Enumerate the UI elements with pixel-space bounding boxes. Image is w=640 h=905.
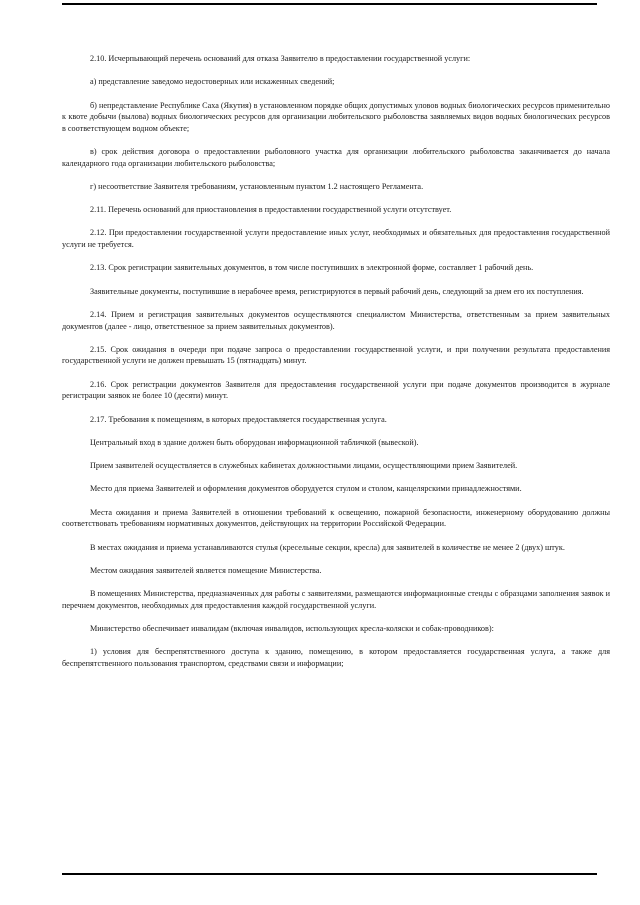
paragraph-2-13-note: Заявительные документы, поступившие в нерабочее время, регистрируются в первый рабочий день, следующий за днем его их поступления. [90, 286, 584, 296]
paragraph-2-11: 2.11. Перечень оснований для приостановления в предоставлении государственной услуги отсутствует. [90, 205, 452, 215]
paragraph-2-14: 2.14. Прием и регистрация заявительных документов осуществляются специалистом Министерства, ответственным за прием заявительных документов (далее - лицо, ответственное за прием заявительных документов). [62, 309, 610, 331]
top-rule [62, 3, 597, 5]
paragraph-2-16: 2.16. Срок регистрации документов Заявителя для предоставления государственной услуги при подаче документов производится в журнале регистрации заявок не более 10 (десяти) минут. [62, 379, 610, 401]
paragraph-requirements: Места ожидания и приема Заявителей в отношении требований к освещению, пожарной безопасности, инженерному оборудованию должны соответствовать требованиям нормативных документов, действующих на территории Российской Федерации. [62, 507, 610, 529]
paragraph-reception: Прием заявителей осуществляется в служебных кабинетах должностными лицами, осуществляющими прием Заявителей. [90, 461, 518, 471]
paragraph-2-17: 2.17. Требования к помещениям, в которых предоставляется государственная услуга. [90, 414, 387, 424]
paragraph-entrance: Центральный вход в здание должен быть оборудован информационной табличкой (вывеской). [90, 437, 419, 447]
paragraph-2-12: 2.12. При предоставлении государственной услуги предоставление иных услуг, необходимых и обязательных для предоставления государственной услуги не требуется. [62, 228, 610, 250]
paragraph-2-10-d: г) несоответствие Заявителя требованиям, установленным пунктом 1.2 настоящего Регламента. [90, 181, 424, 191]
bottom-rule [62, 873, 597, 875]
paragraph-workplace: Место для приема Заявителей и оформления документов оборудуется стулом и столом, канцелярскими принадлежностями. [90, 484, 522, 494]
paragraph-2-10: 2.10. Исчерпывающий перечень оснований для отказа Заявителю в предоставлении государственной услуги: [90, 54, 471, 63]
paragraph-2-10-c: в) срок действия договора о предоставлении рыболовного участка для организации любительского рыболовства заканчивается до начала календарного года организации любительского рыболовства; [62, 147, 610, 168]
paragraph-info-stands: В помещениях Министерства, предназначенных для работы с заявителями, размещаются информационные стенды с образцами заполнения заявок и перечнем документов, необходимых для предоставления каждой государственной услуги. [62, 589, 610, 610]
paragraph-accessibility-1: 1) условия для беспрепятственного доступа к зданию, помещению, в котором предоставляется государственная услуга, а также для беспрепятственного пользования транспортом, средствами связи и информации; [62, 647, 610, 668]
paragraph-waiting-place: Местом ожидания заявителей является помещение Министерства. [90, 565, 322, 575]
paragraph-2-10-b: б) непредставление Республике Саха (Якутия) в установленном порядке общих допустимых уловов водных биологических ресурсов применительно к квоте добычи (вылова) водных биологических ресурсов для организации любительского рыболовства заявляемых видов водных биологических ресурсов в соответствующем водном объекте; [62, 100, 610, 133]
paragraph-2-10-a: а) представление заведомо недостоверных или искаженных сведений; [90, 77, 335, 87]
paragraph-seating: В местах ожидания и приема устанавливаются стулья (кресельные секции, кресла) для заявителей в количестве не менее 2 (двух) штук. [90, 542, 565, 552]
paragraph-2-13: 2.13. Срок регистрации заявительных документов, в том числе поступивших в электронной форме, составляет 1 рабочий день. [90, 263, 534, 273]
paragraph-accessibility: Министерство обеспечивает инвалидам (включая инвалидов, использующих кресла-коляски и собак-проводников): [90, 623, 494, 633]
document-body [62, 53, 610, 681]
paragraph-2-15: 2.15. Срок ожидания в очереди при подаче запроса о предоставлении государственной услуги, и при получении результата предоставления государственной услуги не должен превышать 15 (пятнадцать) минут. [62, 344, 610, 366]
